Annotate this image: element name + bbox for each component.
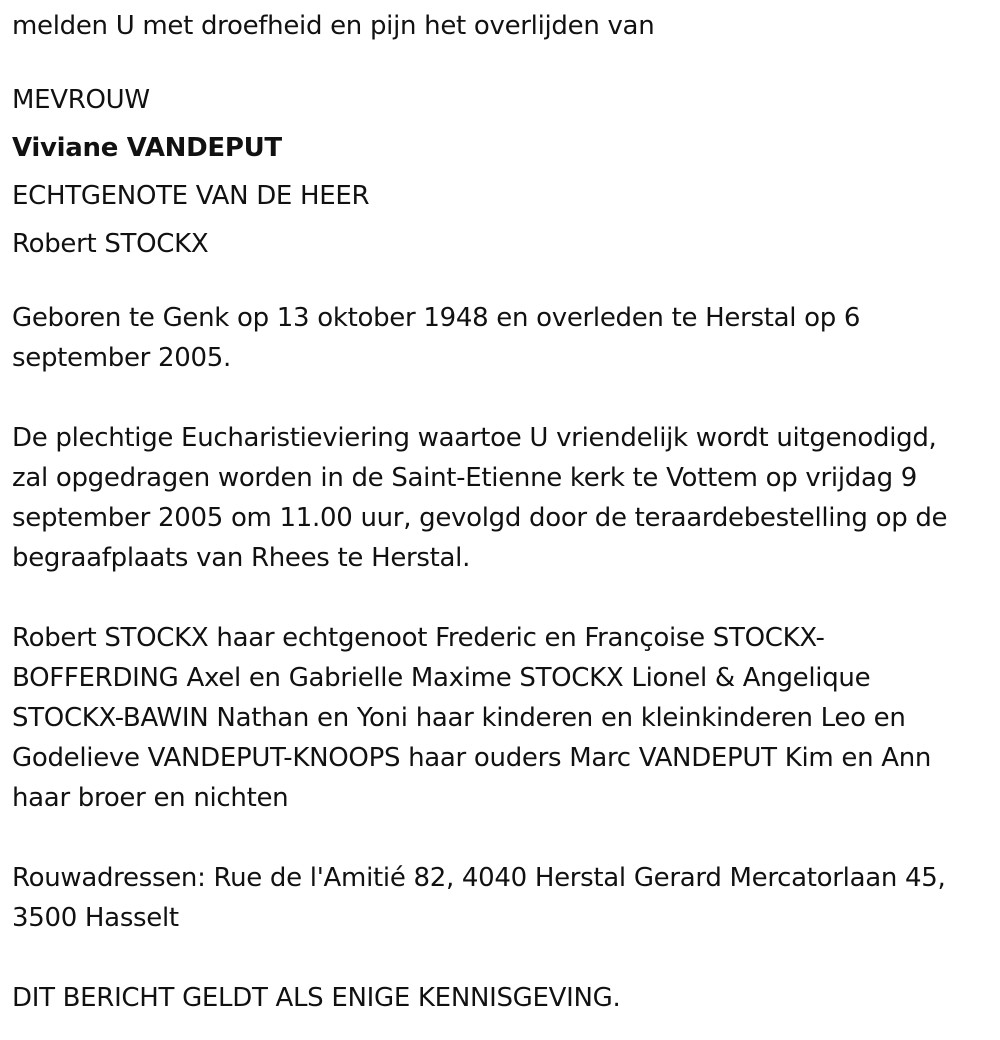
paragraph-line: zal opgedragen worden in de Saint-Etienne kerk te Vottem op vrijdag 9 [12, 463, 917, 493]
paragraph-line: STOCKX-BAWIN Nathan en Yoni haar kinderen en kleinkinderen Leo en [12, 703, 906, 733]
paragraph-line: haar broer en nichten [12, 783, 289, 813]
paragraph-line: Rouwadressen: Rue de l'Amitié 82, 4040 Herstal Gerard Mercatorlaan 45, [12, 863, 946, 893]
paragraph-line: De plechtige Eucharistieviering waartoe U vriendelijk wordt uitgenodigd, [12, 423, 937, 453]
relation-line: ECHTGENOTE VAN DE HEER [12, 181, 370, 211]
paragraph-line: Godelieve VANDEPUT-KNOOPS haar ouders Marc VANDEPUT Kim en Ann [12, 743, 932, 773]
closing-text: DIT BERICHT GELDT ALS ENIGE KENNISGEVING. [12, 983, 621, 1013]
paragraph-line: begraafplaats van Rhees te Herstal. [12, 543, 471, 573]
spacer [12, 46, 988, 76]
title-line: MEVROUW [12, 85, 150, 115]
paragraph-line: 3500 Hasselt [12, 903, 179, 933]
spacer [12, 578, 988, 618]
spacer [12, 268, 988, 298]
paragraph-line: september 2005. [12, 343, 231, 373]
addresses-paragraph [12, 858, 988, 938]
deceased-heading [12, 76, 988, 268]
paragraph-line: september 2005 om 11.00 uur, gevolgd door de teraardebestelling op de [12, 503, 948, 533]
spacer [12, 938, 988, 978]
paragraph-line: BOFFERDING Axel en Gabrielle Maxime STOCKX Lionel & Angelique [12, 663, 871, 693]
family-paragraph [12, 618, 988, 818]
birth-death-paragraph [12, 298, 988, 378]
intro-text: melden U met droefheid en pijn het overlijden van [12, 11, 655, 41]
paragraph-line: Robert STOCKX haar echtgenoot Frederic en Françoise STOCKX- [12, 623, 825, 653]
spacer [12, 818, 988, 858]
ceremony-paragraph [12, 418, 988, 578]
paragraph-line: Geboren te Genk op 13 oktober 1948 en overleden te Herstal op 6 [12, 303, 861, 333]
spacer [12, 378, 988, 418]
deceased-name: Viviane VANDEPUT [12, 133, 282, 163]
spouse-name: Robert STOCKX [12, 229, 209, 259]
